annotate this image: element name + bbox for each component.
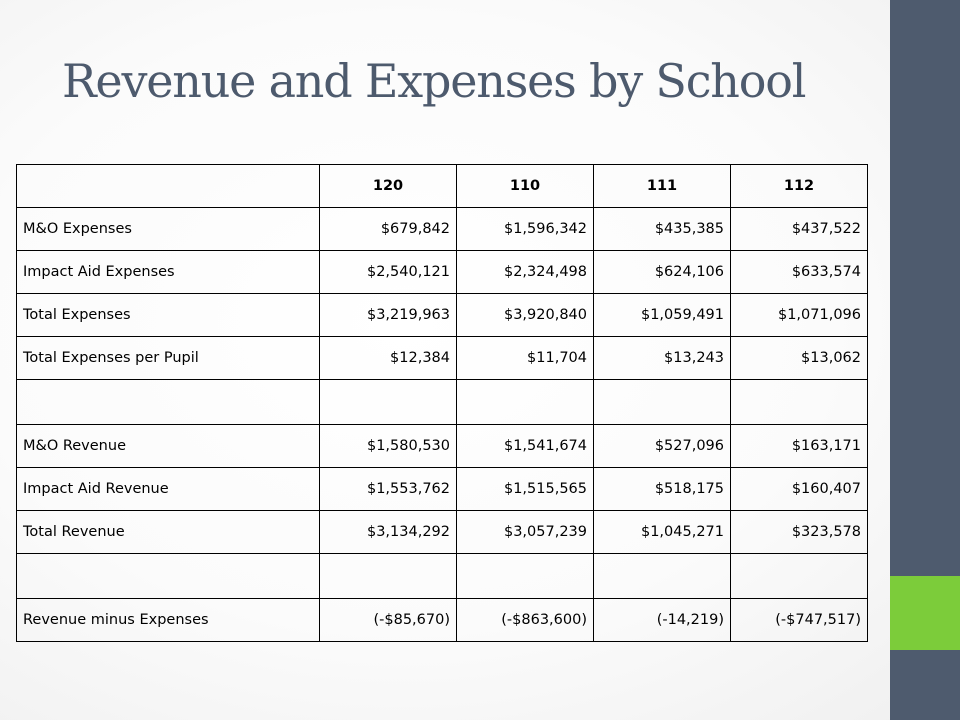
header-cell-school: 111 <box>594 165 731 208</box>
table-row <box>17 294 868 337</box>
table-cell: $2,324,498 <box>457 251 594 294</box>
table-cell: $3,057,239 <box>457 511 594 554</box>
table-cell: $1,553,762 <box>320 468 457 511</box>
slide-title: Revenue and Expenses by School <box>62 54 806 108</box>
table-cell <box>731 380 868 425</box>
table-row <box>17 251 868 294</box>
table-cell: $435,385 <box>594 208 731 251</box>
table-cell: $633,574 <box>731 251 868 294</box>
table-cell <box>320 554 457 599</box>
table-cell: $13,062 <box>731 337 868 380</box>
table-cell: (-14,219) <box>594 599 731 642</box>
table-cell: $1,515,565 <box>457 468 594 511</box>
row-label: Impact Aid Revenue <box>17 468 320 511</box>
table-row <box>17 208 868 251</box>
table-cell: $1,059,491 <box>594 294 731 337</box>
row-label: Total Expenses <box>17 294 320 337</box>
table-cell: $1,541,674 <box>457 425 594 468</box>
table-cell: $1,071,096 <box>731 294 868 337</box>
table-cell: $323,578 <box>731 511 868 554</box>
row-label: Total Expenses per Pupil <box>17 337 320 380</box>
table-cell: $3,134,292 <box>320 511 457 554</box>
table-cell: (-$85,670) <box>320 599 457 642</box>
sidebar-accent-block <box>890 576 960 650</box>
table-row <box>17 337 868 380</box>
table-row-blank <box>17 554 868 599</box>
table-row <box>17 468 868 511</box>
row-label: M&O Expenses <box>17 208 320 251</box>
table-row <box>17 599 868 642</box>
row-label: Impact Aid Expenses <box>17 251 320 294</box>
header-cell-school: 120 <box>320 165 457 208</box>
table-cell <box>594 380 731 425</box>
table-cell <box>457 554 594 599</box>
table-cell: (-$863,600) <box>457 599 594 642</box>
table-cell: $3,219,963 <box>320 294 457 337</box>
table-row <box>17 511 868 554</box>
row-label: Total Revenue <box>17 511 320 554</box>
table-cell <box>594 554 731 599</box>
table-cell: $3,920,840 <box>457 294 594 337</box>
table-cell: $1,596,342 <box>457 208 594 251</box>
table-cell: $2,540,121 <box>320 251 457 294</box>
row-label <box>17 554 320 599</box>
header-cell-school: 110 <box>457 165 594 208</box>
row-label: Revenue minus Expenses <box>17 599 320 642</box>
table-cell: $160,407 <box>731 468 868 511</box>
table-cell: (-$747,517) <box>731 599 868 642</box>
table-cell: $12,384 <box>320 337 457 380</box>
table-cell <box>457 380 594 425</box>
table-cell: $1,580,530 <box>320 425 457 468</box>
table-cell: $527,096 <box>594 425 731 468</box>
row-label: M&O Revenue <box>17 425 320 468</box>
table-cell: $679,842 <box>320 208 457 251</box>
table-cell: $624,106 <box>594 251 731 294</box>
table-cell <box>731 554 868 599</box>
header-cell-school: 112 <box>731 165 868 208</box>
table-cell: $163,171 <box>731 425 868 468</box>
table-cell: $437,522 <box>731 208 868 251</box>
table-cell: $1,045,271 <box>594 511 731 554</box>
revenue-expenses-table <box>16 164 868 642</box>
table-cell: $13,243 <box>594 337 731 380</box>
table-cell <box>320 380 457 425</box>
header-row <box>17 165 868 208</box>
row-label <box>17 380 320 425</box>
table-cell: $518,175 <box>594 468 731 511</box>
table-cell: $11,704 <box>457 337 594 380</box>
header-cell-corner <box>17 165 320 208</box>
table-row-blank <box>17 380 868 425</box>
table-row <box>17 425 868 468</box>
